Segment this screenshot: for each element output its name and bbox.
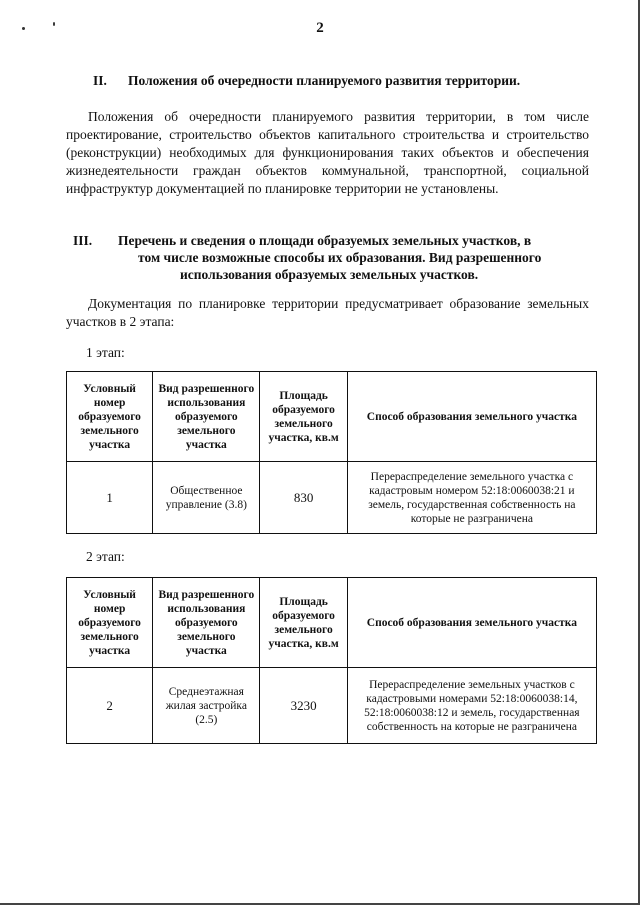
cell-area: 3230 — [260, 668, 347, 744]
section-2-paragraph: Положения об очередности планируемого развития территории, в том числе проектирование, строительство объектов капитального строительства и строительство (реконструкции) необходимых для функционирования таких объектов и обеспечения жизнедеятельности граждан объектов коммунальной, транспортной, социальной инфраструктур документацией по планировке территории не установлены. — [66, 109, 589, 196]
stage-1-table — [66, 371, 597, 534]
cell-formation-method: Перераспределение земельных участков с кадастровыми номерами 52:18:0060038:14, 52:18:0060038:12 и земель, государственная собственность на которые не разграничена — [347, 668, 596, 744]
stage-2-table — [66, 577, 597, 744]
cell-permitted-use: Среднеэтажная жилая застройка (2.5) — [153, 668, 260, 744]
stage-2-label: 2 этап: — [86, 549, 125, 564]
header-area: Площадь образуемого земельного участка, кв.м — [260, 578, 347, 668]
header-formation-method: Способ образования земельного участка — [347, 372, 596, 462]
cell-formation-method: Перераспределение земельного участка с кадастровым номером 52:18:0060038:21 и земель, государственная собственность на которые не разграничена — [347, 462, 596, 534]
cell-permitted-use: Общественное управление (3.8) — [153, 462, 260, 534]
header-plot-number: Условный номер образуемого земельного участка — [67, 372, 153, 462]
header-formation-method: Способ образования земельного участка — [347, 578, 596, 668]
stage-1-label: 1 этап: — [86, 345, 125, 360]
cell-plot-number: 2 — [67, 668, 153, 744]
table-row — [67, 462, 597, 534]
section-3-title-line2: том числе возможные способы их образования. Вид разрешенного — [138, 250, 542, 265]
header-permitted-use: Вид разрешенного использования образуемого земельного участка — [153, 578, 260, 668]
section-3-heading — [73, 232, 593, 284]
table-row — [67, 668, 597, 744]
section-3-title-line3: использования образуемых земельных участков. — [180, 267, 479, 282]
cell-area: 830 — [260, 462, 347, 534]
section-2-title: Положения об очередности планируемого развития территории. — [128, 73, 521, 88]
table-header-row — [67, 578, 597, 668]
header-permitted-use: Вид разрешенного использования образуемого земельного участка — [153, 372, 260, 462]
section-3-number: III. — [73, 233, 93, 248]
header-plot-number: Условный номер образуемого земельного участка — [67, 578, 153, 668]
table-header-row — [67, 372, 597, 462]
section-3-paragraph: Документация по планировке территории предусматривает образование земельных участков в 2 этапа: — [66, 296, 589, 329]
page-number: 2 — [316, 20, 324, 36]
section-3-title-line1: Перечень и сведения о площади образуемых земельных участков, в — [118, 233, 532, 248]
cell-plot-number: 1 — [67, 462, 153, 534]
header-area: Площадь образуемого земельного участка, кв.м — [260, 372, 347, 462]
section-2-number: II. — [93, 73, 107, 88]
